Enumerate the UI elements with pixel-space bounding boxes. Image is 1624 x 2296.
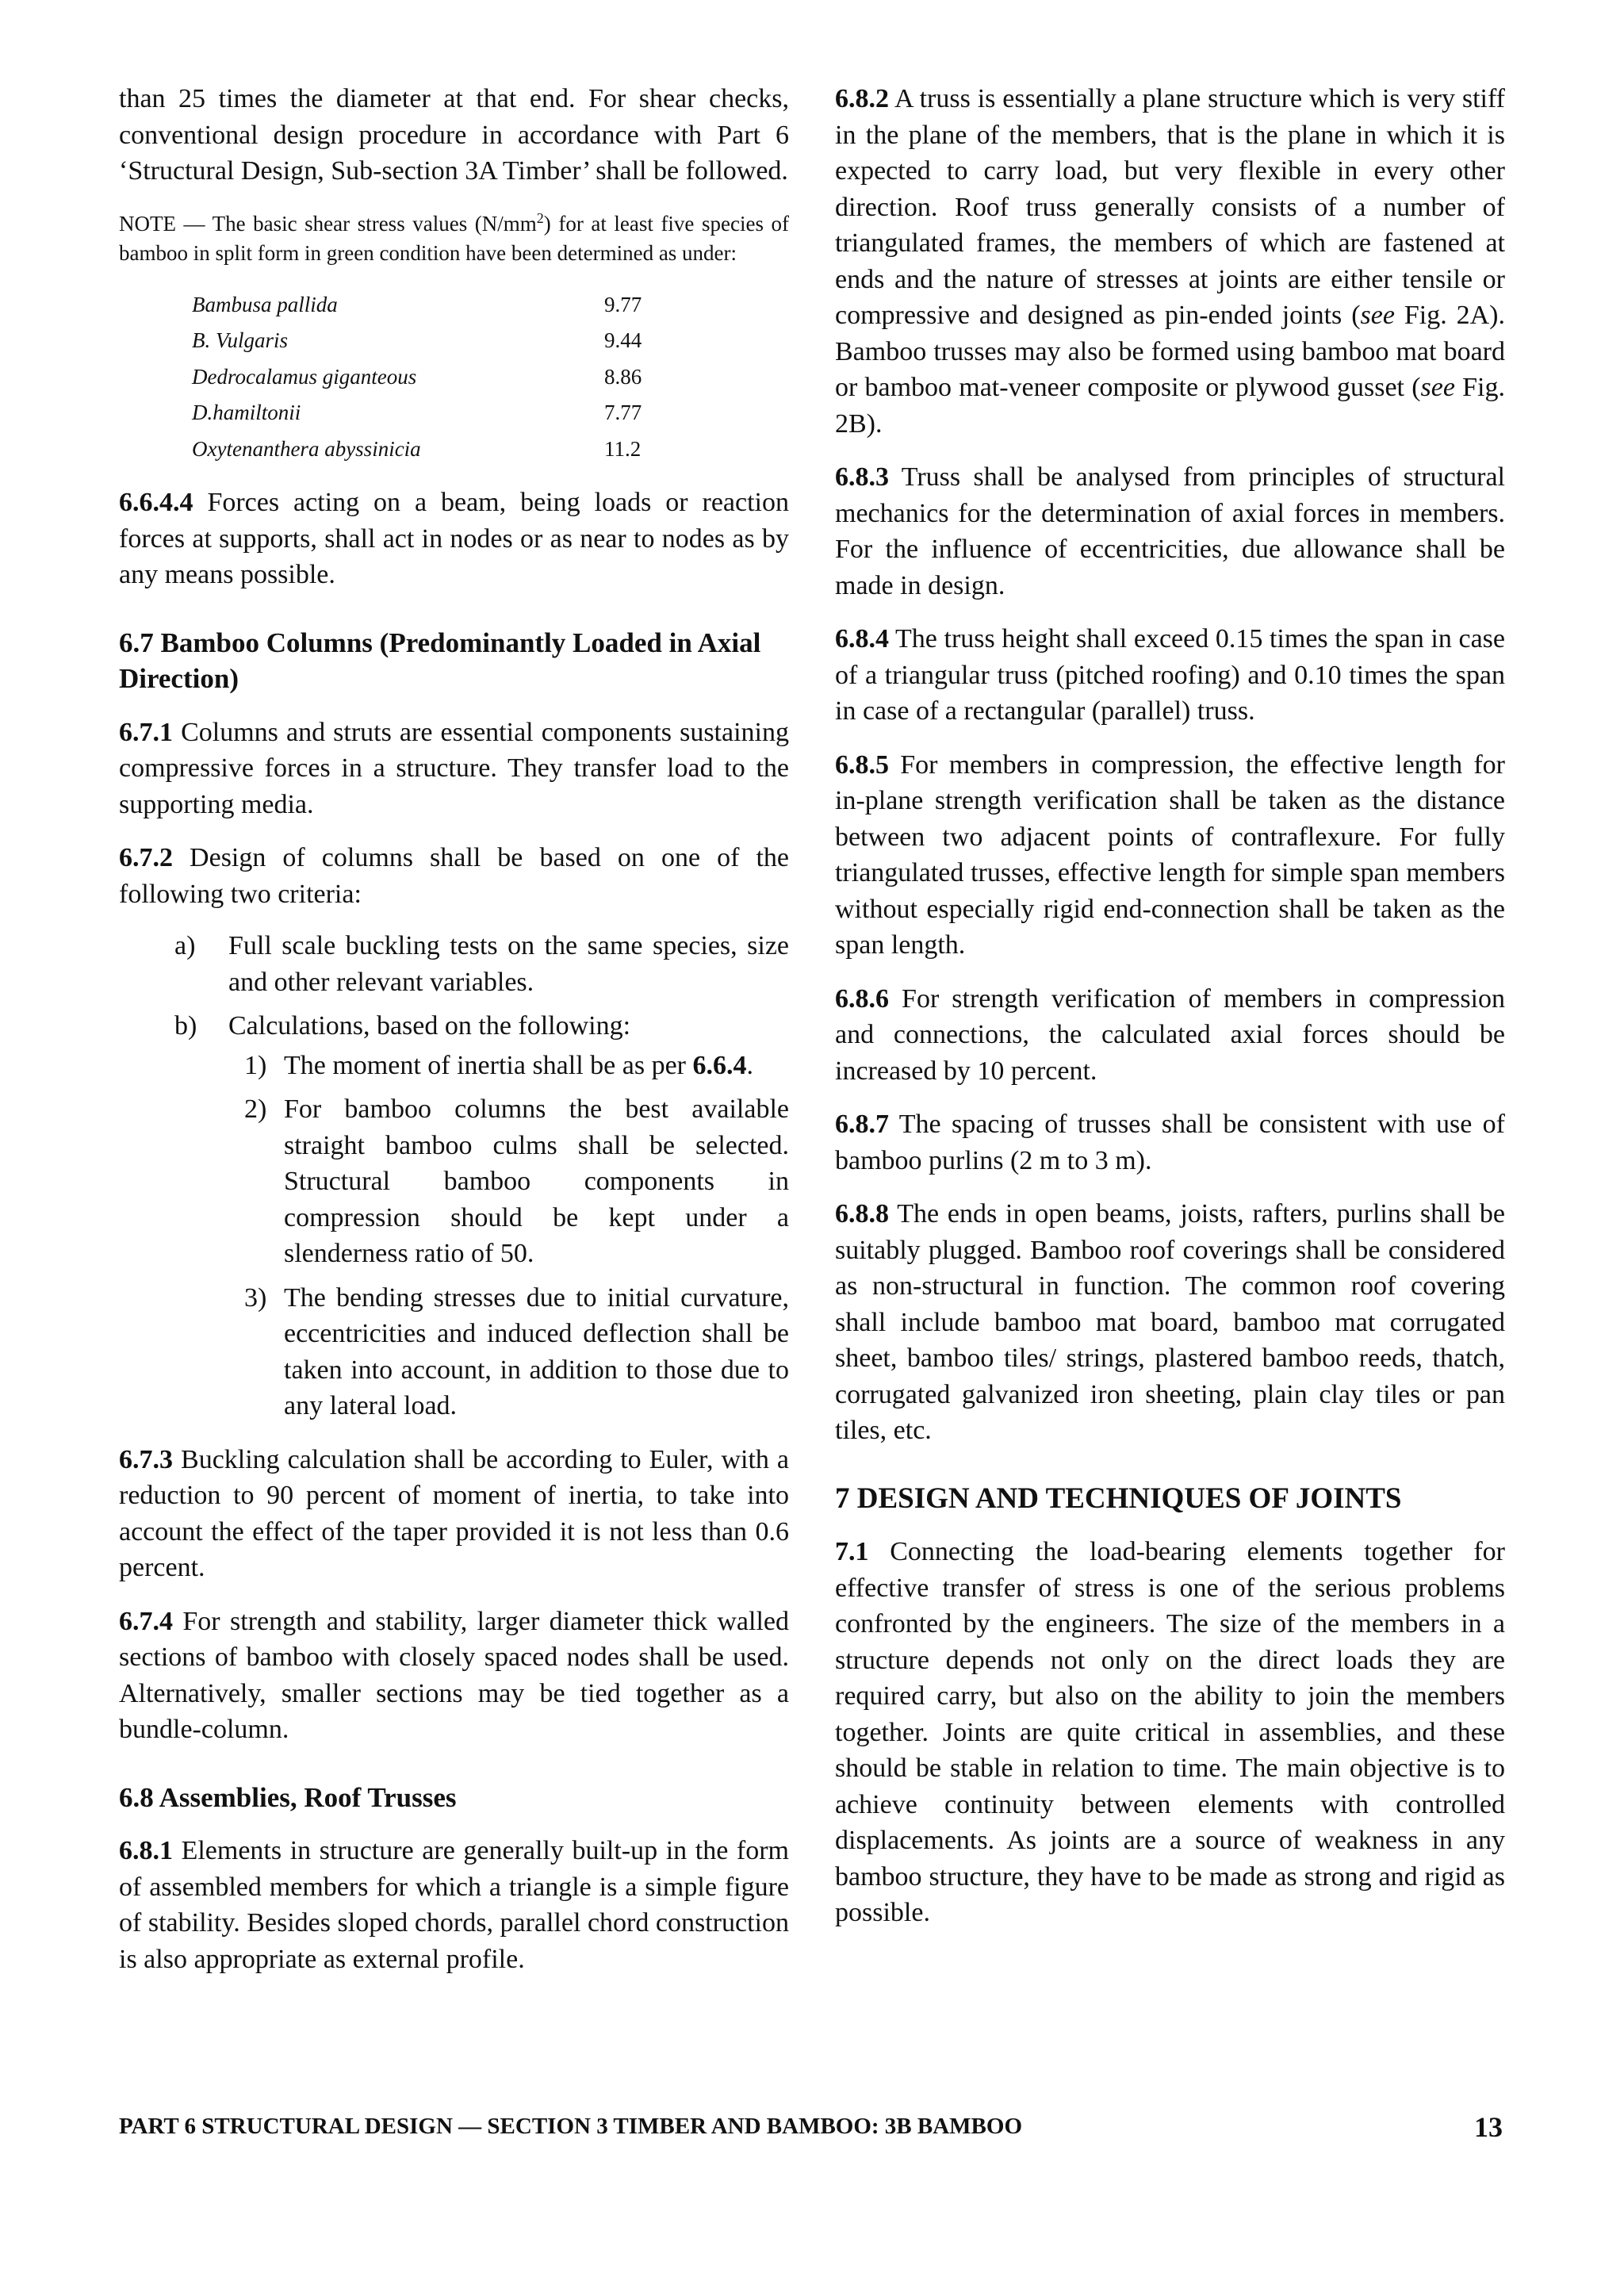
clause-text: For members in compression, the effective length for in-plane strength verification shall be taken as the distance between two adjacent points of contraflexure. For fully triangulated trusses, effective length for simple span members without especially rigid end-connection shall be taken as the span length. [835, 749, 1505, 960]
clause-text: Connecting the load-bearing elements together for effective transfer of stress is one of the serious problems confronted by the engineers. The size of the members in a structure depends not only on the direct loads they are required carry, but also on the ability to join the members together. Joints are quite critical in assemblies, and these should be stable in relation to time. The main objective is to achieve continuity between elements with controlled displacements. As joints are a source of weakness in any bamboo structure, they have to be made as strong and rigid as possible. [835, 1537, 1505, 1927]
heading-7: 7 DESIGN AND TECHNIQUES OF JOINTS [835, 1481, 1402, 1515]
clause-text: Truss shall be analysed from principles of structural mechanics for the determination of axial forces in members. For the influence of eccentricities, due allowance shall be made in design. [835, 462, 1505, 600]
clause-text: A truss is essentially a plane structure which is very stiff in the plane of the members, that is the plane in which it is expected to carry load, but very flexible in every other direction. Roof truss generally consists of a number of triangulated frames, the members of which are fastened at ends and the nature of stresses at joints are either tensile or compressive and designed as pin-ended joints ( [835, 84, 1505, 330]
list-marker: 1) [244, 1050, 267, 1080]
intro-paragraph: than 25 times the diameter at that end. For shear checks, conventional design procedure in accordance with Part 6 ‘Structural Design, Sub-section 3A Timber’ shall be followed. [119, 84, 789, 186]
shear-value: 7.77 [604, 401, 642, 424]
clause-number: 6.8.2 [835, 84, 889, 113]
list-item [119, 928, 789, 1000]
clause-6-7-3 [119, 1442, 789, 1586]
clause-text: For strength and stability, larger diameter thick walled sections of bamboo with closely spaced nodes shall be used. Alternatively, smaller sections may be tied together as a bundle-column. [119, 1606, 789, 1744]
right-column [835, 81, 1505, 1931]
clause-number: 6.7.4 [119, 1606, 173, 1636]
clause-text: Columns and struts are essential components sustaining compressive forces in a structure. They transfer load to the supporting media. [119, 717, 789, 819]
clause-text: Fig. 2B). [835, 373, 1506, 439]
clause-number: 6.7.2 [119, 843, 173, 872]
clause-6-8-3 [835, 459, 1505, 604]
table-row [192, 431, 699, 468]
page-number: 13 [1474, 2111, 1503, 2143]
clause-text: Buckling calculation shall be according to Euler, with a reduction to 90 percent of moment of inertia, to take into account the effect of the taper provided it is not less than 0.6 percent. [119, 1444, 789, 1582]
clause-text: Forces acting on a beam, being loads or reaction forces at supports, shall act in nodes or as near to nodes as by any means possible. [119, 488, 789, 589]
sublist-item [228, 1091, 789, 1272]
species-name: Dedrocalamus giganteous [192, 364, 417, 389]
clause-6-7-1 [119, 715, 789, 823]
clause-number: 7.1 [835, 1537, 869, 1566]
clause-number: 6.8.4 [835, 624, 889, 654]
table-row [192, 323, 699, 359]
heading-6-8: 6.8 Assemblies, Roof Trusses [119, 1781, 457, 1813]
clause-reference: 6.6.4 [692, 1050, 747, 1080]
clause-number: 6.6.4.4 [119, 488, 193, 517]
clause-number: 6.7.3 [119, 1444, 173, 1474]
list-item-text: Full scale buckling tests on the same species, size and other relevant variables. [228, 931, 789, 997]
clause-6-8-5 [835, 747, 1505, 964]
clause-number: 6.8.6 [835, 983, 889, 1014]
clause-7-1 [835, 1534, 1505, 1931]
calculation-sublist [228, 1048, 789, 1424]
clause-number: 6.8.1 [119, 1836, 173, 1865]
clause-6-8-6 [835, 981, 1505, 1090]
sublist-item-text: For bamboo columns the best available straight bamboo culms shall be selected. Structural bamboo components in compression should be kept under a slenderness ratio of 50. [284, 1094, 789, 1268]
clause-text: Elements in structure are generally built-up in the form of assembled members for which a triangle is a simple figure of stability. Besides sloped chords, parallel chord construction is also appropriate as external profile. [119, 1836, 789, 1974]
list-marker: b) [174, 1011, 197, 1041]
see-reference: see [1420, 373, 1455, 402]
clause-number: 6.8.7 [835, 1110, 889, 1139]
clause-6-8-7 [835, 1106, 1505, 1179]
clause-number: 6.7.1 [119, 717, 173, 747]
clause-text: The truss height shall exceed 0.15 times the span in case of a triangular truss (pitched roofing) and 0.10 times the span in case of a rectangular (parallel) truss. [835, 624, 1505, 726]
species-name: Oxytenanthera abyssinicia [192, 436, 421, 461]
heading-6-7: 6.7 Bamboo Columns (Predominantly Loaded in Axial Direction) [119, 627, 761, 694]
sublist-item [228, 1280, 789, 1424]
clause-text: For strength verification of members in compression and connections, the calculated axial forces should be increased by 10 percent. [835, 983, 1505, 1086]
table-row [192, 395, 699, 431]
note-text: NOTE — The basic shear stress values (N/mm [119, 211, 537, 236]
list-marker: 2) [244, 1094, 267, 1124]
shear-value: 9.77 [604, 292, 642, 316]
page-footer [119, 2111, 1503, 2143]
sublist-item-end: . [746, 1050, 753, 1080]
clause-number: 6.8.3 [835, 462, 889, 492]
list-marker: a) [174, 931, 196, 960]
clause-6-8-8 [835, 1196, 1505, 1449]
note-superscript: 2 [536, 209, 544, 226]
sublist-item-text: The bending stresses due to initial curvature, eccentricities and induced deflection shall be taken into account, in addition to those due to any lateral load. [284, 1282, 789, 1420]
note-paragraph [119, 204, 789, 268]
sublist-item [228, 1048, 789, 1084]
shear-value: 9.44 [604, 328, 642, 352]
clause-6-8-4 [835, 621, 1505, 730]
shear-value: 8.86 [604, 364, 642, 389]
species-name: Bambusa pallida [192, 292, 338, 316]
clause-6-7-2 [119, 840, 789, 912]
clause-text: The spacing of trusses shall be consistent with use of bamboo purlins (2 m to 3 m). [835, 1110, 1505, 1175]
shear-value: 11.2 [604, 436, 642, 461]
clause-6-7-4 [119, 1604, 789, 1748]
clause-text: Fig. 2A). Bamboo trusses may also be formed using bamboo mat board or bamboo mat-veneer composite or plywood gusset ( [835, 301, 1505, 402]
clause-text: The ends in open beams, joists, rafters, purlins shall be suitably plugged. Bamboo roof coverings shall be considered as non-structural in function. The common roof covering shall include bamboo mat board, bamboo mat corrugated sheet, bamboo tiles/ strings, plastered bamboo reeds, thatch, corrugated galvanized iron sheeting, plain clay tiles or pan tiles, etc. [835, 1199, 1505, 1445]
left-column [119, 81, 789, 1977]
see-reference: see [1360, 301, 1395, 330]
table-row [192, 359, 699, 396]
species-table [192, 287, 699, 468]
species-name: B. Vulgaris [192, 328, 288, 352]
sublist-item-text: The moment of inertia shall be as per [284, 1050, 693, 1080]
species-name: D.hamiltonii [192, 401, 301, 424]
footer-title: PART 6 STRUCTURAL DESIGN — SECTION 3 TIMBER AND BAMBOO: 3B BAMBOO [119, 2114, 1023, 2139]
list-item [119, 1008, 789, 1424]
clause-6-6-4-4 [119, 485, 789, 593]
list-item-text: Calculations, based on the following: [228, 1011, 631, 1041]
table-row [192, 287, 699, 324]
criteria-list [119, 928, 789, 1424]
clause-6-8-1 [119, 1833, 789, 1977]
clause-text: Design of columns shall be based on one of the following two criteria: [119, 843, 789, 909]
list-marker: 3) [244, 1282, 267, 1313]
clause-number: 6.8.5 [835, 749, 889, 780]
clause-6-8-2 [835, 81, 1505, 442]
clause-number: 6.8.8 [835, 1199, 889, 1228]
note-text-end: ) for at least five species of bamboo in split form in green condition have been determined as under: [119, 211, 789, 265]
